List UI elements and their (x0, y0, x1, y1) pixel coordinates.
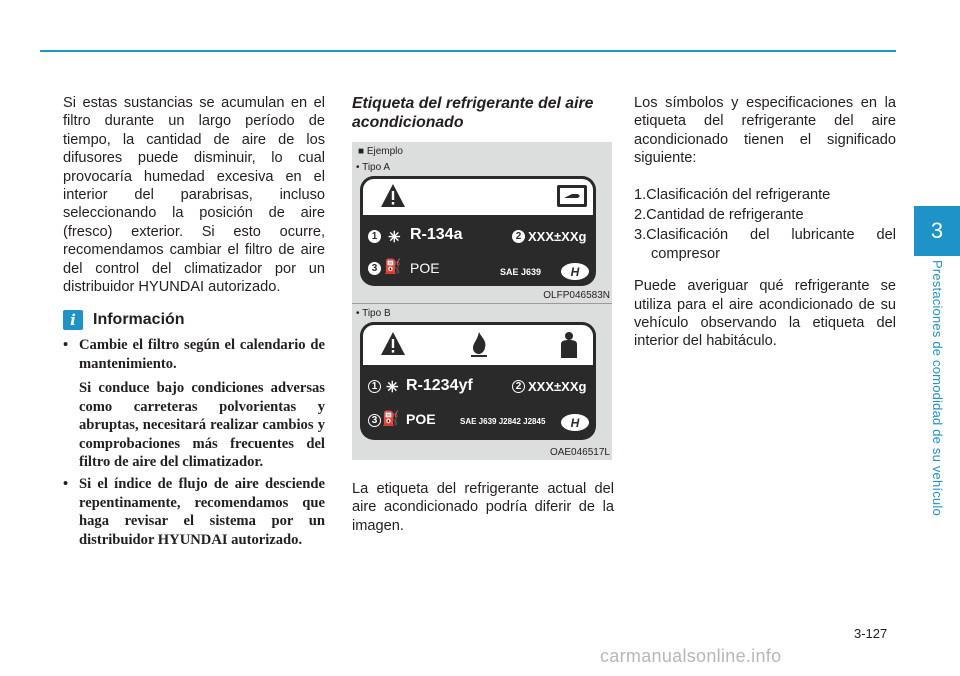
bullet-subtext: Si conduce bajo condiciones adversas como carreteras polvorientas y abruptas, necesitará realizar cambios y comprobaciones más frecuentes del filtro de aire del climatizador. (79, 380, 325, 470)
refrigerant-type: R-134a (410, 226, 463, 243)
type-b-label: • Tipo B (356, 308, 391, 319)
callout-3: 3 (368, 262, 381, 275)
warning-icon (380, 331, 406, 357)
refrigerant-amount: XXX±XXg (528, 229, 587, 244)
watermark: carmanualsonline.info (600, 646, 782, 666)
callout-1: 1 (368, 230, 381, 243)
header-rule (40, 50, 896, 52)
compressor-oil: POE (406, 411, 436, 427)
sae-standard: SAE J639 J2842 J2845 (460, 417, 546, 426)
figure-divider (352, 303, 612, 304)
bullet-text: • Si el índice de flujo de aire desciende repentinamente, recomendamos que haga revisar el sistema por un distribuidor HYUNDAI autorizado. (79, 476, 325, 548)
list-item: 3.Clasificación del lubricante del compresor (634, 227, 896, 262)
oil-can-icon: ⛽ (382, 410, 400, 426)
section-title: Etiqueta del refrigerante del aire acondicionado (352, 95, 594, 131)
callout-1: 1 (368, 380, 381, 393)
callout-2: 2 (512, 380, 525, 393)
column-right (634, 94, 896, 351)
info-header (63, 310, 325, 330)
oil-can-icon: ⛽ (384, 258, 402, 274)
callout-3: 3 (368, 414, 381, 427)
technician-icon (556, 330, 582, 360)
label-type-b (360, 322, 596, 440)
refrigerant-snowflake-icon: ✳ (388, 229, 401, 246)
list-item: 2.Cantidad de refrigerante (634, 207, 804, 224)
symbols-list (634, 186, 896, 264)
chapter-title: Prestaciones de comodidad de su vehículo (930, 260, 945, 516)
figure-code-b: OAE046517L (549, 447, 610, 458)
info-list (63, 336, 325, 548)
refrigerant-type: R-1234yf (406, 377, 473, 394)
column-middle (352, 94, 614, 535)
label-type-a (360, 176, 596, 286)
chapter-number: 3 (930, 218, 944, 243)
column-left (63, 94, 325, 553)
figure-code-a: OLFP046583N (543, 290, 610, 301)
symbols-intro: Los símbolos y especificaciones en la etiqueta del refrigerante del aire acondicionado tienen el significado siguiente: (634, 95, 896, 167)
info-title: Información (93, 311, 185, 329)
label-note: La etiqueta del refrigerante actual del aire acondicionado podría diferir de la imagen. (352, 481, 614, 534)
hyundai-logo: H (561, 414, 589, 431)
warning-icon (380, 183, 406, 209)
page-number: 3-127 (854, 626, 888, 641)
sae-standard: SAE J639 (500, 267, 542, 277)
type-a-label: • Tipo A (356, 162, 391, 173)
list-item (63, 475, 325, 549)
bullet-text: • Cambie el filtro según el calendario de mantenimiento. (79, 337, 325, 372)
refrigerant-amount: XXX±XXg (528, 379, 587, 394)
figure-example-label: ■ Ejemplo (358, 146, 403, 157)
callout-2: 2 (512, 230, 525, 243)
hyundai-logo: H (561, 263, 589, 280)
list-item: 1.Clasificación del refrigerante (634, 186, 831, 203)
info-icon: i (63, 310, 83, 330)
service-manual-icon (556, 184, 588, 208)
list-item (63, 336, 325, 471)
chapter-tab (914, 206, 960, 256)
refrigerant-label-figure (352, 142, 612, 460)
symbols-outro: Puede averiguar qué refrigerante se utiliza para el aire acondicionado de su vehículo observando la etiqueta del interior del habitáculo. (634, 278, 896, 350)
flame-icon (468, 330, 490, 358)
compressor-oil: POE (410, 260, 440, 276)
refrigerant-snowflake-icon: ✳ (386, 379, 399, 396)
filter-paragraph: Si estas sustancias se acumulan en el filtro durante un largo período de tiempo, la cantidad de aire de los difusores puede disminuir, lo cual provocaría humedad excesiva en el interior del parabrisas, incluso seleccionando la posición de aire (fresco) exterior. Si esto ocurre, recomendamos cambiar el filtro de aire del control del climatizador por un distribuidor HYUNDAI autorizado. (63, 95, 325, 296)
